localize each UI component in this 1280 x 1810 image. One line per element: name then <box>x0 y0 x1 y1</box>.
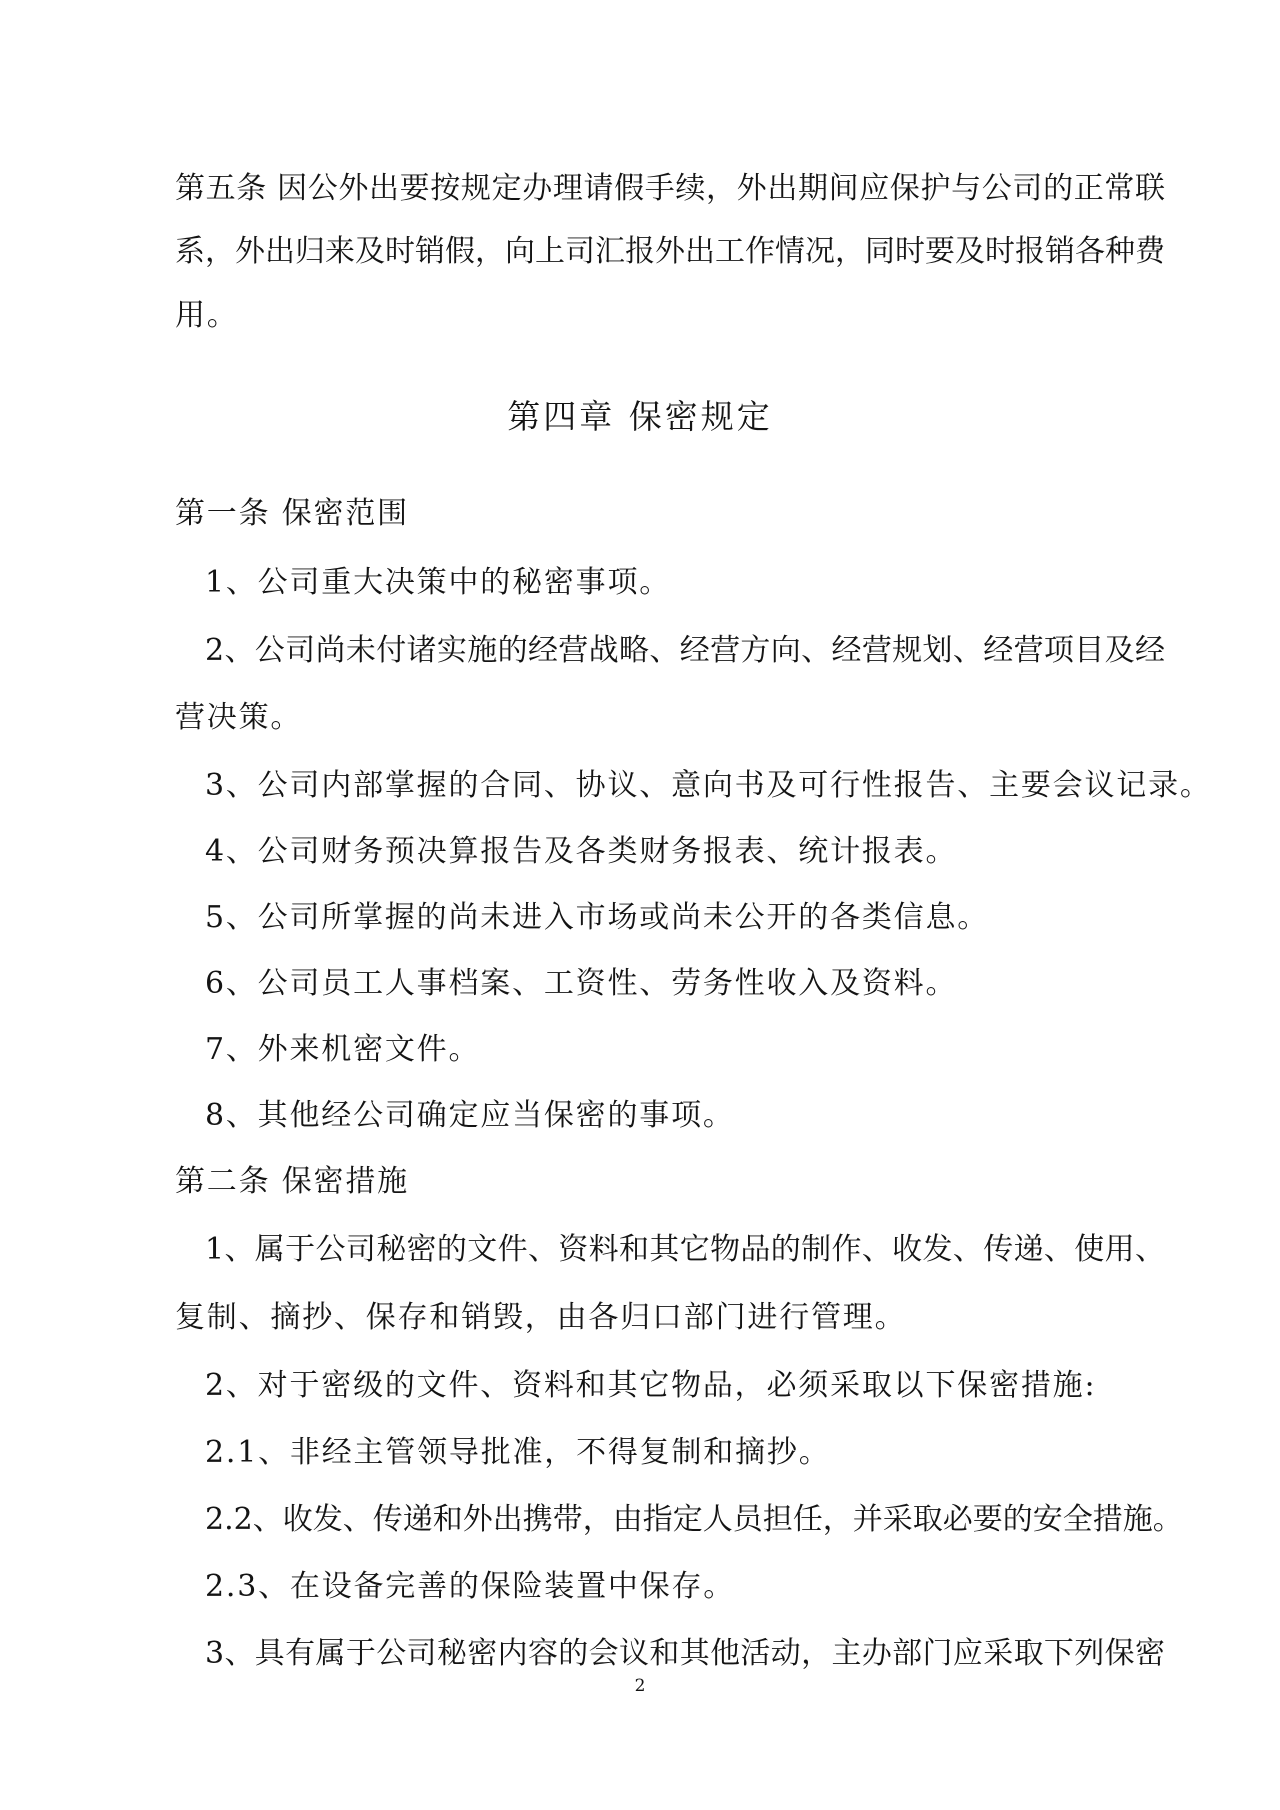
article-5-line-2: 系，外出归来及时销假，向上司汇报外出工作情况，同时要及时报销各种费 <box>175 234 1165 269</box>
list-item: 2.3、在设备完善的保险装置中保存。 <box>205 1569 736 1604</box>
article-5-line-1: 第五条 因公外出要按规定办理请假手续，外出期间应保护与公司的正常联 <box>175 171 1165 206</box>
article-1-title: 第一条 保密范围 <box>175 496 409 531</box>
list-item: 2、公司尚未付诸实施的经营战略、经营方向、经营规划、经营项目及经 <box>205 633 1165 668</box>
chapter-title: 第四章 保密规定 <box>507 397 773 436</box>
list-item: 2.2、收发、传递和外出携带，由指定人员担任，并采取必要的安全措施。 <box>205 1502 1183 1537</box>
list-item-continuation: 复制、摘抄、保存和销毁，由各归口部门进行管理。 <box>175 1300 907 1335</box>
list-item-continuation: 营决策。 <box>175 700 303 735</box>
article-2-title: 第二条 保密措施 <box>175 1164 409 1199</box>
list-item: 6、公司员工人事档案、工资性、劳务性收入及资料。 <box>205 966 958 1001</box>
list-item: 4、公司财务预决算报告及各类财务报表、统计报表。 <box>205 834 958 869</box>
list-item: 1、公司重大决策中的秘密事项。 <box>205 565 672 600</box>
list-item: 1、属于公司秘密的文件、资料和其它物品的制作、收发、传递、使用、 <box>205 1232 1165 1267</box>
list-item: 2、对于密级的文件、资料和其它物品，必须采取以下保密措施: <box>205 1368 1097 1403</box>
list-item: 3、公司内部掌握的合同、协议、意向书及可行性报告、主要会议记录。 <box>205 768 1212 803</box>
article-5-line-3: 用。 <box>175 298 239 333</box>
page-number: 2 <box>634 1676 646 1696</box>
list-item: 7、外来机密文件。 <box>205 1032 481 1067</box>
list-item: 2.1、非经主管领导批准，不得复制和摘抄。 <box>205 1435 831 1470</box>
list-item: 8、其他经公司确定应当保密的事项。 <box>205 1098 735 1133</box>
list-item: 3、具有属于公司秘密内容的会议和其他活动，主办部门应采取下列保密 <box>205 1636 1165 1671</box>
list-item: 5、公司所掌握的尚未进入市场或尚未公开的各类信息。 <box>205 900 990 935</box>
